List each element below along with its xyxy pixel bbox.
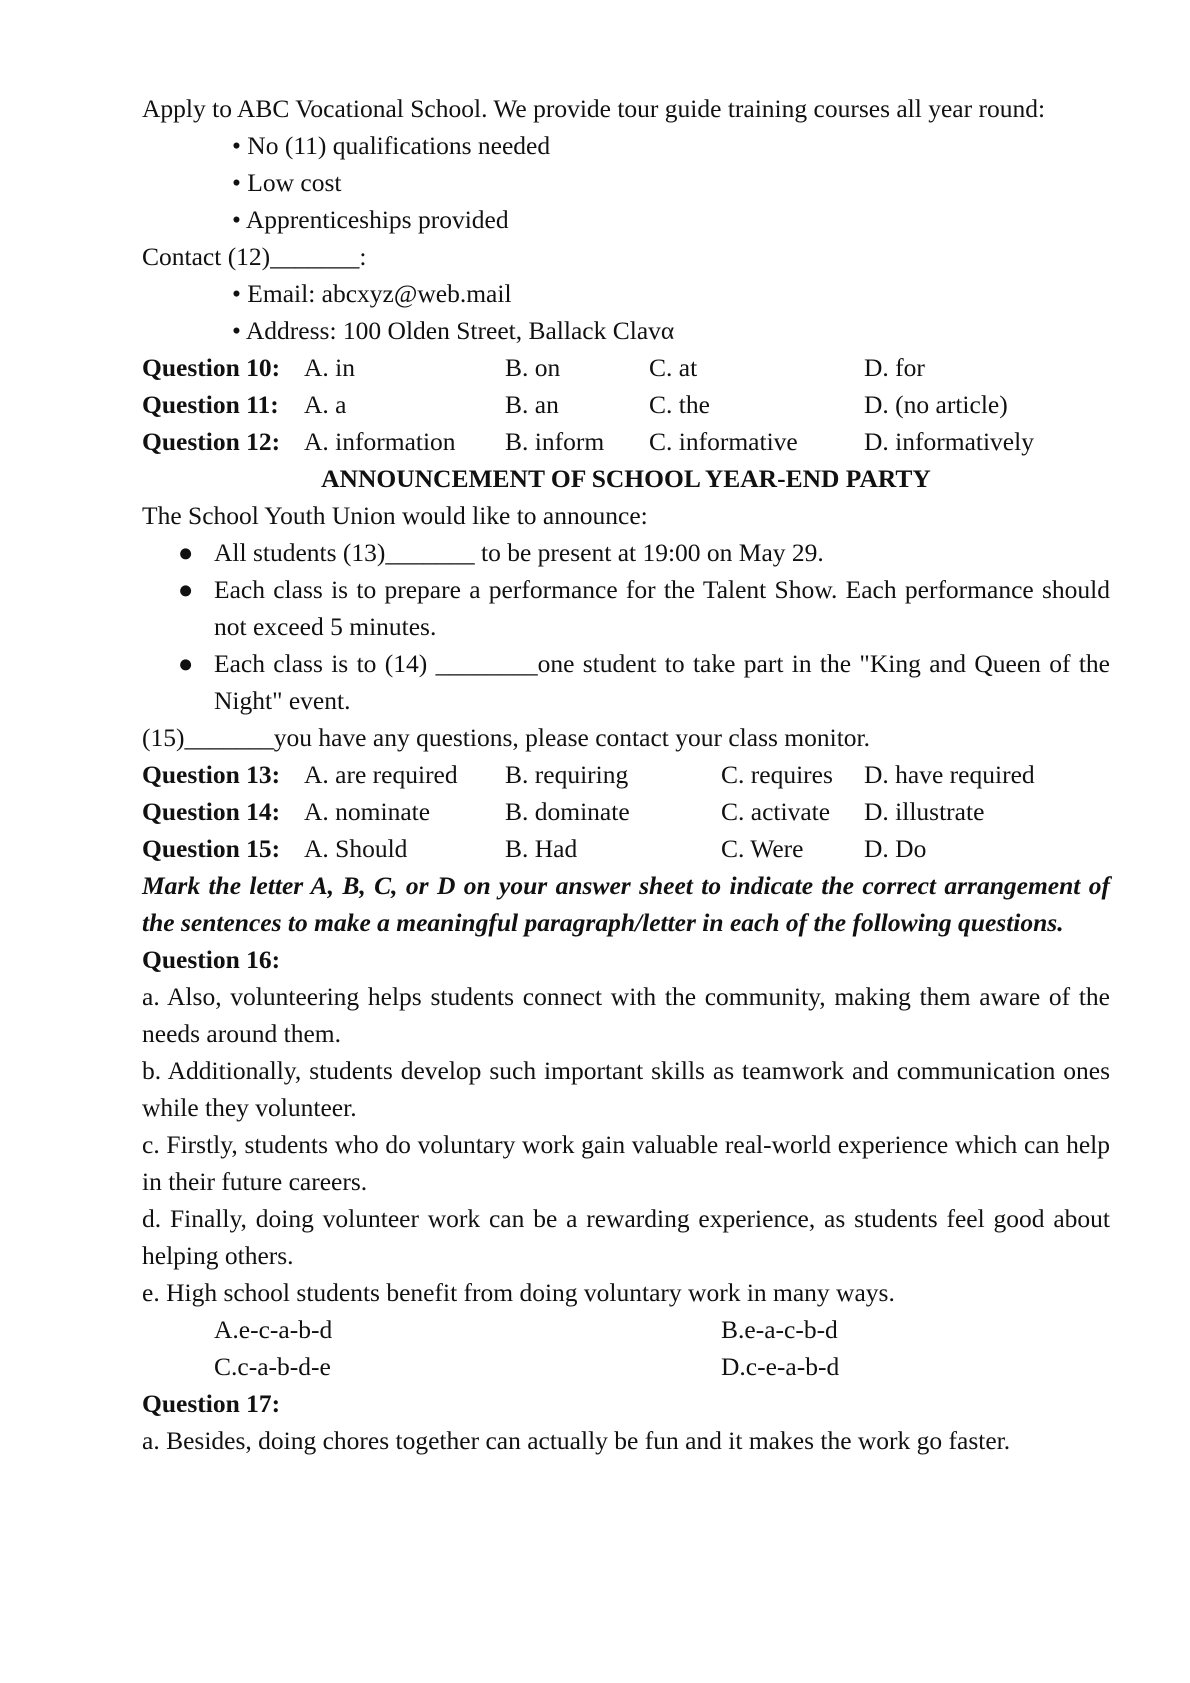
announcement-item bbox=[142, 534, 1110, 571]
ad-feature-1: • No (11) qualifications needed bbox=[232, 131, 551, 160]
document-page bbox=[142, 90, 1110, 1459]
question-14-option-c[interactable]: C. activate bbox=[721, 797, 831, 826]
ad-contact-address: • Address: 100 Olden Street, Ballack Clavα bbox=[232, 316, 675, 345]
question-11-option-b[interactable]: B. an bbox=[505, 390, 559, 419]
announcement-intro: The School Youth Union would like to announce: bbox=[142, 501, 648, 530]
ad-feature-2: • Low cost bbox=[232, 168, 342, 197]
ad-contact-email: • Email: abcxyz@web.mail bbox=[232, 279, 512, 308]
question-12-option-b[interactable]: B. inform bbox=[505, 427, 605, 456]
question-16-label: Question 16: bbox=[142, 945, 281, 974]
announcement-closing: (15)_______you have any questions, please contact your class monitor. bbox=[142, 723, 871, 752]
question-14-option-a[interactable]: A. nominate bbox=[304, 797, 431, 826]
question-10-option-c[interactable]: C. at bbox=[649, 353, 698, 382]
bullet-icon: ● bbox=[178, 575, 194, 604]
question-13-option-c[interactable]: C. requires bbox=[721, 760, 833, 789]
question-11 bbox=[142, 386, 1110, 423]
question-15-option-c[interactable]: C. Were bbox=[721, 834, 804, 863]
question-16-option-d[interactable]: D.c-e-a-b-d bbox=[721, 1352, 840, 1381]
question-11-option-c[interactable]: C. the bbox=[649, 390, 710, 419]
question-10 bbox=[142, 349, 1110, 386]
question-14-option-b[interactable]: B. dominate bbox=[505, 797, 630, 826]
question-16-sentence-c: c. Firstly, students who do voluntary work gain valuable real-world experience which can help in their future careers. bbox=[142, 1130, 1110, 1196]
question-16-options-row-1 bbox=[142, 1311, 1110, 1348]
announcement-item-text: Each class is to (14) ________one student to take part in the "King and Queen of the Night" event. bbox=[214, 649, 1110, 715]
question-16-sentence-d: d. Finally, doing volunteer work can be a rewarding experience, as students feel good about helping others. bbox=[142, 1204, 1110, 1270]
question-13-option-d[interactable]: D. have required bbox=[864, 760, 1035, 789]
question-11-option-a[interactable]: A. a bbox=[304, 390, 347, 419]
question-17-label: Question 17: bbox=[142, 1389, 281, 1418]
announcement-item bbox=[142, 571, 1110, 645]
bullet-icon: ● bbox=[178, 649, 194, 678]
question-15 bbox=[142, 830, 1110, 867]
question-16-option-c[interactable]: C.c-a-b-d-e bbox=[214, 1352, 331, 1381]
question-11-option-d[interactable]: D. (no article) bbox=[864, 390, 1008, 419]
ad-intro: Apply to ABC Vocational School. We provide tour guide training courses all year round: bbox=[142, 94, 1046, 123]
question-11-label: Question 11: bbox=[142, 390, 279, 419]
question-16-option-b[interactable]: B.e-a-c-b-d bbox=[721, 1315, 838, 1344]
question-15-option-b[interactable]: B. Had bbox=[505, 834, 578, 863]
question-16-option-a[interactable]: A.e-c-a-b-d bbox=[214, 1315, 333, 1344]
question-10-option-b[interactable]: B. on bbox=[505, 353, 561, 382]
question-13 bbox=[142, 756, 1110, 793]
question-13-option-b[interactable]: B. requiring bbox=[505, 760, 629, 789]
question-13-option-a[interactable]: A. are required bbox=[304, 760, 458, 789]
question-15-option-d[interactable]: D. Do bbox=[864, 834, 927, 863]
question-16-sentence-e: e. High school students benefit from doing voluntary work in many ways. bbox=[142, 1278, 895, 1307]
section-instruction: Mark the letter A, B, C, or D on your answer sheet to indicate the correct arrangement of the sentences to make a meaningful paragraph/letter in each of the following questions. bbox=[142, 871, 1110, 937]
question-10-option-d[interactable]: D. for bbox=[864, 353, 925, 382]
announcement-item-text: Each class is to prepare a performance for the Talent Show. Each performance should not exceed 5 minutes. bbox=[214, 575, 1110, 641]
question-12 bbox=[142, 423, 1110, 460]
question-10-label: Question 10: bbox=[142, 353, 281, 382]
question-16-options-row-2 bbox=[142, 1348, 1110, 1385]
announcement-item bbox=[142, 645, 1110, 719]
question-15-option-a[interactable]: A. Should bbox=[304, 834, 408, 863]
question-10-option-a[interactable]: A. in bbox=[304, 353, 355, 382]
question-12-label: Question 12: bbox=[142, 427, 281, 456]
question-15-label: Question 15: bbox=[142, 834, 281, 863]
ad-contact-label: Contact (12)_______: bbox=[142, 242, 367, 271]
question-12-option-d[interactable]: D. informatively bbox=[864, 427, 1034, 456]
question-12-option-c[interactable]: C. informative bbox=[649, 427, 798, 456]
bullet-icon: ● bbox=[178, 538, 194, 567]
question-16-sentence-a: a. Also, volunteering helps students connect with the community, making them aware of the needs around them. bbox=[142, 982, 1110, 1048]
question-17-sentence-a: a. Besides, doing chores together can actually be fun and it makes the work go faster. bbox=[142, 1426, 1011, 1455]
question-14-option-d[interactable]: D. illustrate bbox=[864, 797, 985, 826]
question-14-label: Question 14: bbox=[142, 797, 281, 826]
ad-feature-3: • Apprenticeships provided bbox=[232, 205, 509, 234]
question-12-option-a[interactable]: A. information bbox=[304, 427, 456, 456]
announcement-title: ANNOUNCEMENT OF SCHOOL YEAR-END PARTY bbox=[321, 464, 931, 493]
question-16-sentence-b: b. Additionally, students develop such important skills as teamwork and communication ones while they volunteer. bbox=[142, 1056, 1110, 1122]
question-13-label: Question 13: bbox=[142, 760, 281, 789]
announcement-item-text: All students (13)_______ to be present at 19:00 on May 29. bbox=[214, 538, 824, 567]
question-14 bbox=[142, 793, 1110, 830]
